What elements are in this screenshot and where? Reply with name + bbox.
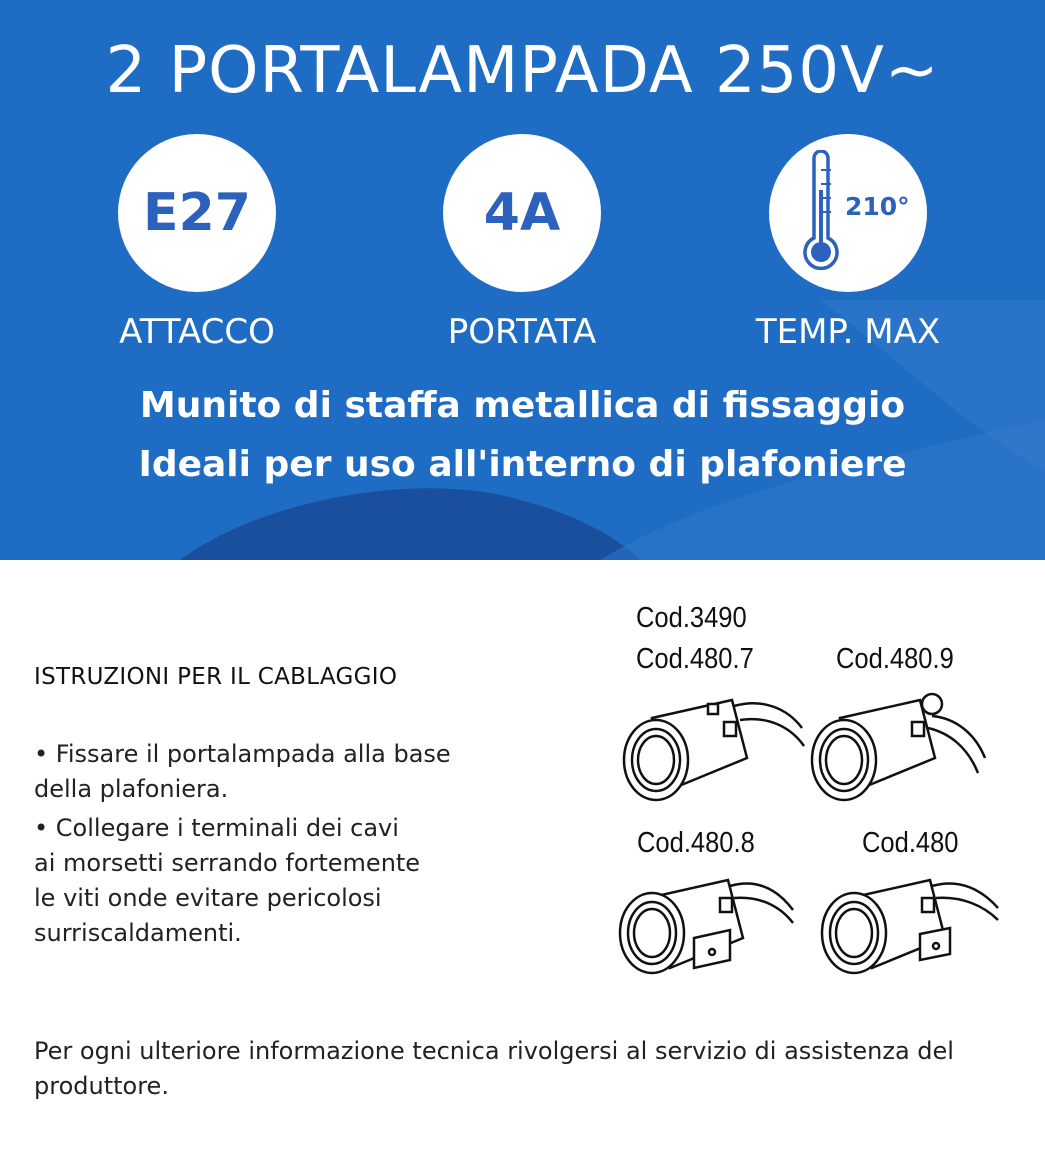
- instruction-line: surriscaldamenti.: [34, 919, 242, 947]
- spec-circle: [118, 134, 276, 292]
- lampholder-illustration: [810, 868, 1010, 993]
- product-code: Cod.480: [862, 827, 959, 859]
- lampholder-illustration: [608, 868, 808, 993]
- spec-socket: [47, 134, 347, 352]
- thermometer-icon: [799, 150, 843, 276]
- spec-value: E27: [143, 183, 251, 243]
- instruction-line: della plafoniera.: [34, 775, 229, 803]
- spec-value: 210°: [845, 192, 910, 221]
- instruction-line: ai morsetti serrando fortemente: [34, 849, 421, 877]
- instruction-item: [34, 737, 514, 807]
- spec-value: 4A: [483, 183, 561, 243]
- instruction-item: [34, 811, 514, 951]
- product-code: Cod.480.9: [836, 643, 954, 675]
- spec-circle: [443, 134, 601, 292]
- spec-caption: TEMP. MAX: [755, 312, 941, 352]
- product-code: Cod.480.8: [637, 827, 755, 859]
- feature-line-usage: Ideali per uso all'interno di plafoniere: [138, 444, 907, 485]
- lampholder-illustration: [612, 688, 812, 813]
- spec-temperature: [698, 134, 998, 352]
- header-banner: [0, 0, 1045, 560]
- spec-current: [372, 134, 672, 352]
- instruction-line: • Fissare il portalampada alla base: [34, 740, 451, 768]
- lampholder-illustration: [800, 688, 1000, 813]
- main-title: 2 PORTALAMPADA 250V~: [105, 34, 940, 108]
- instruction-line: le viti onde evitare pericolosi: [34, 884, 382, 912]
- footer-note: Per ogni ulteriore informazione tecnica rivolgersi al servizio di assistenza del produttore.: [34, 1037, 954, 1100]
- product-code: Cod.480.7: [636, 643, 754, 675]
- spec-caption: PORTATA: [447, 312, 597, 352]
- instruction-line: • Collegare i terminali dei cavi: [34, 814, 399, 842]
- feature-line-bracket: Munito di staffa metallica di fissaggio: [139, 385, 906, 426]
- instructions-title: ISTRUZIONI PER IL CABLAGGIO: [34, 664, 398, 690]
- spec-caption: ATTACCO: [119, 312, 275, 352]
- spec-circle: [769, 134, 927, 292]
- product-code: Cod.3490: [636, 602, 747, 634]
